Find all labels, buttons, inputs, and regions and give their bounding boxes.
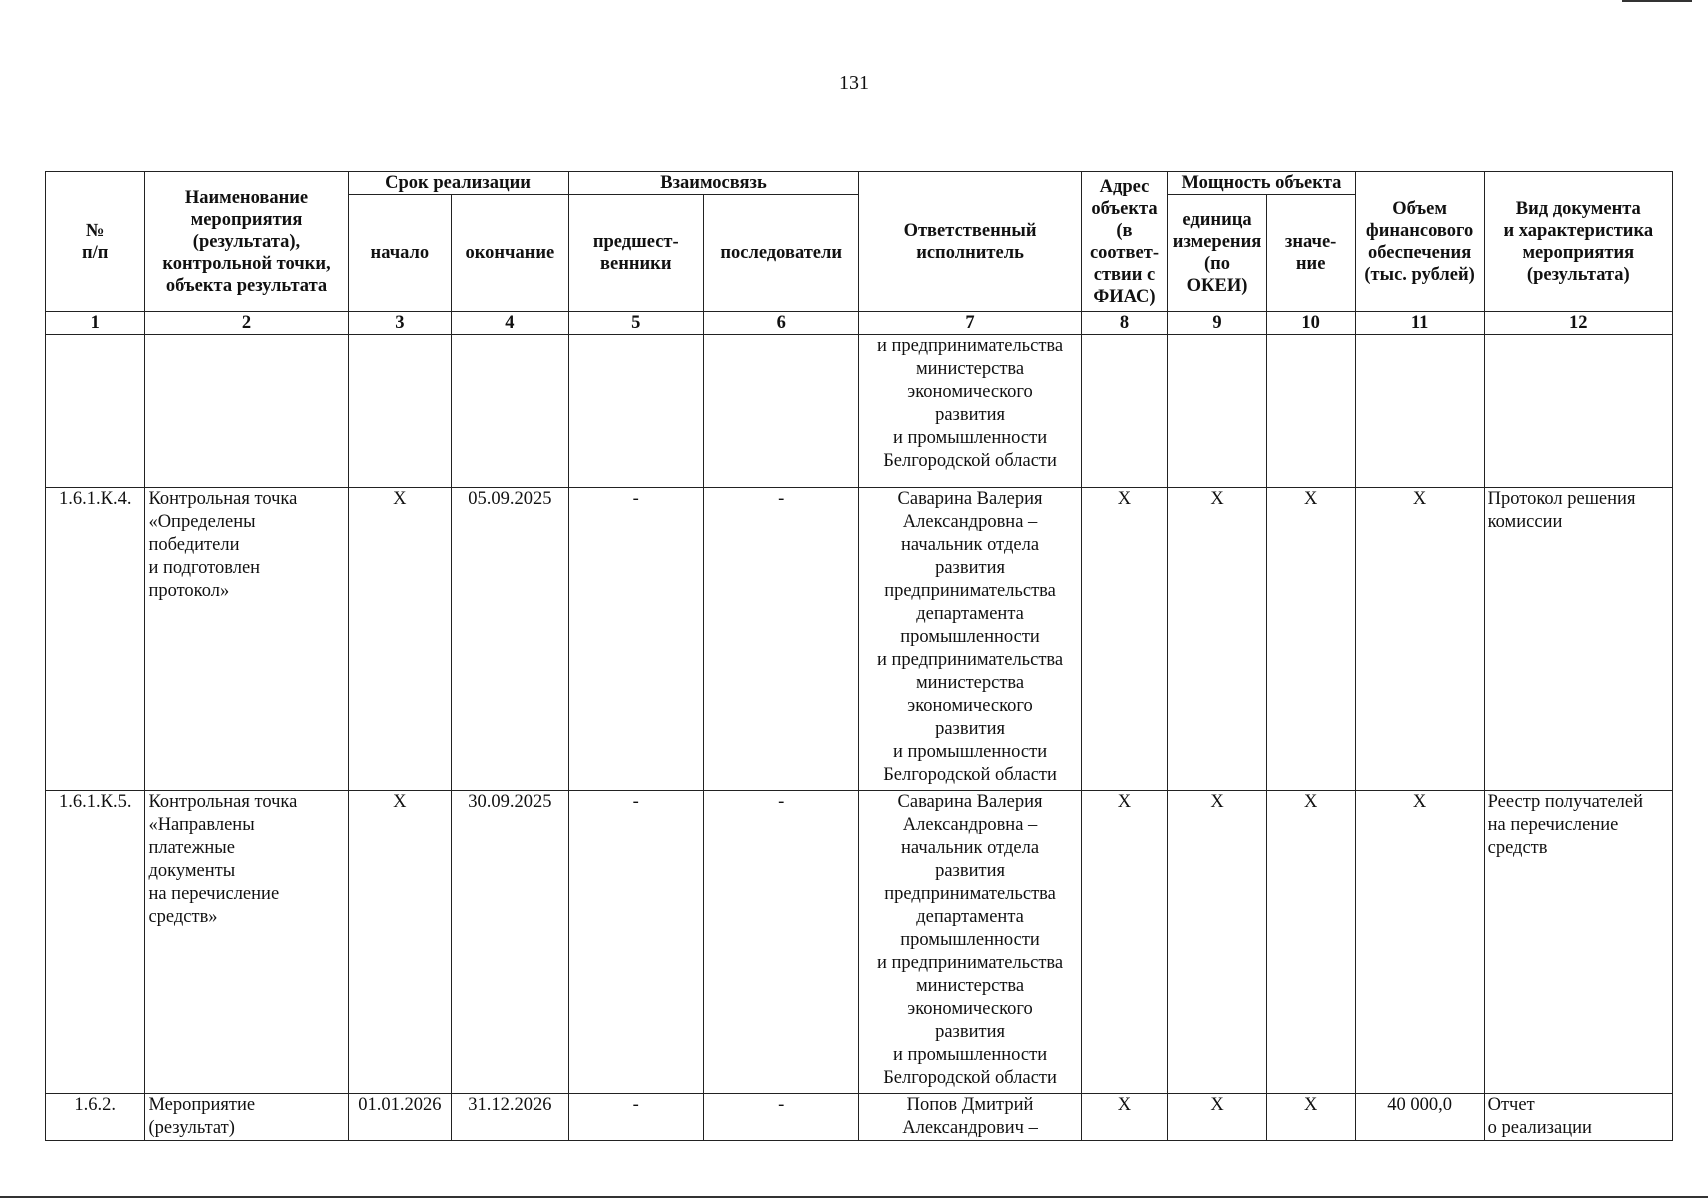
header-funding: Объем финансового обеспечения (тыс. рублей) — [1355, 172, 1484, 312]
top-edge-rule — [1622, 0, 1692, 2]
table-row — [46, 1094, 1673, 1141]
header-name: Наименование мероприятия (результата), контрольной точки, объекта результата — [145, 172, 348, 312]
bottom-edge-rule — [0, 1196, 1708, 1198]
cell-responsible: и предпринимательства министерства экономического развития и промышленности Белгородской области — [859, 335, 1081, 488]
cell-start: 01.01.2026 — [348, 1094, 452, 1141]
cell-predecessors — [568, 335, 703, 488]
cell-start: Х — [348, 791, 452, 1094]
column-number-row — [46, 312, 1673, 335]
cell-start — [348, 335, 452, 488]
header-capacity-group: Мощность объекта — [1168, 172, 1355, 195]
cell-successors: - — [703, 1094, 859, 1141]
cell-unit: Х — [1168, 488, 1266, 791]
cell-funding: Х — [1355, 488, 1484, 791]
header-start: начало — [348, 195, 452, 312]
cell-predecessors: - — [568, 791, 703, 1094]
column-number: 2 — [145, 312, 348, 335]
cell-funding: Х — [1355, 791, 1484, 1094]
cell-successors: - — [703, 488, 859, 791]
cell-num: 1.6.1.К.5. — [46, 791, 145, 1094]
header-predecessors: предшест- венники — [568, 195, 703, 312]
cell-unit — [1168, 335, 1266, 488]
cell-end: 31.12.2026 — [452, 1094, 568, 1141]
cell-num: 1.6.1.К.4. — [46, 488, 145, 791]
page-number: 131 — [839, 72, 869, 94]
cell-doc — [1484, 335, 1672, 488]
cell-address: Х — [1081, 488, 1168, 791]
column-number: 1 — [46, 312, 145, 335]
cell-name: Мероприятие (результат) — [145, 1094, 348, 1141]
header-value: значе- ние — [1266, 195, 1355, 312]
cell-value: Х — [1266, 1094, 1355, 1141]
cell-doc: Реестр получателей на перечисление средств — [1484, 791, 1672, 1094]
header-doc-type: Вид документа и характеристика мероприятия (результата) — [1484, 172, 1672, 312]
cell-address: Х — [1081, 791, 1168, 1094]
cell-doc: Отчет о реализации — [1484, 1094, 1672, 1141]
column-number: 9 — [1168, 312, 1266, 335]
cell-unit: Х — [1168, 1094, 1266, 1141]
column-number: 7 — [859, 312, 1081, 335]
column-number: 11 — [1355, 312, 1484, 335]
cell-value — [1266, 335, 1355, 488]
header-row-1 — [46, 172, 1673, 195]
cell-end — [452, 335, 568, 488]
cell-end: 30.09.2025 — [452, 791, 568, 1094]
column-number: 10 — [1266, 312, 1355, 335]
cell-address — [1081, 335, 1168, 488]
header-link-group: Взаимосвязь — [568, 172, 859, 195]
cell-responsible: Саварина Валерия Александровна – начальник отдела развития предпринимательства департамента промышленности и предпринимательства министерства экономического развития и промышленности Белгородской области — [859, 488, 1081, 791]
cell-num — [46, 335, 145, 488]
header-address: Адрес объекта (в соответ- ствии с ФИАС) — [1081, 172, 1168, 312]
cell-start: Х — [348, 488, 452, 791]
cell-name: Контрольная точка «Определены победители и подготовлен протокол» — [145, 488, 348, 791]
cell-end: 05.09.2025 — [452, 488, 568, 791]
activities-table — [45, 171, 1673, 1141]
table-row — [46, 791, 1673, 1094]
column-number: 5 — [568, 312, 703, 335]
header-responsible: Ответственный исполнитель — [859, 172, 1081, 312]
cell-predecessors: - — [568, 1094, 703, 1141]
column-number: 12 — [1484, 312, 1672, 335]
column-number: 6 — [703, 312, 859, 335]
cell-funding: 40 000,0 — [1355, 1094, 1484, 1141]
cell-address: Х — [1081, 1094, 1168, 1141]
cell-unit: Х — [1168, 791, 1266, 1094]
table-row — [46, 488, 1673, 791]
column-number: 4 — [452, 312, 568, 335]
cell-successors: - — [703, 791, 859, 1094]
cell-num: 1.6.2. — [46, 1094, 145, 1141]
header-term-group: Срок реализации — [348, 172, 568, 195]
cell-successors — [703, 335, 859, 488]
cell-responsible: Саварина Валерия Александровна – начальник отдела развития предпринимательства департамента промышленности и предпринимательства министерства экономического развития и промышленности Белгородской области — [859, 791, 1081, 1094]
cell-value: Х — [1266, 488, 1355, 791]
header-successors: последователи — [703, 195, 859, 312]
header-num: № п/п — [46, 172, 145, 312]
column-number: 3 — [348, 312, 452, 335]
cell-responsible: Попов Дмитрий Александрович – — [859, 1094, 1081, 1141]
cell-doc: Протокол решения комиссии — [1484, 488, 1672, 791]
column-number: 8 — [1081, 312, 1168, 335]
cell-name — [145, 335, 348, 488]
cell-predecessors: - — [568, 488, 703, 791]
header-unit: единица измерения (по ОКЕИ) — [1168, 195, 1266, 312]
cell-name: Контрольная точка «Направлены платежные документы на перечисление средств» — [145, 791, 348, 1094]
cell-value: Х — [1266, 791, 1355, 1094]
cell-funding — [1355, 335, 1484, 488]
header-end: окончание — [452, 195, 568, 312]
table-row — [46, 335, 1673, 488]
